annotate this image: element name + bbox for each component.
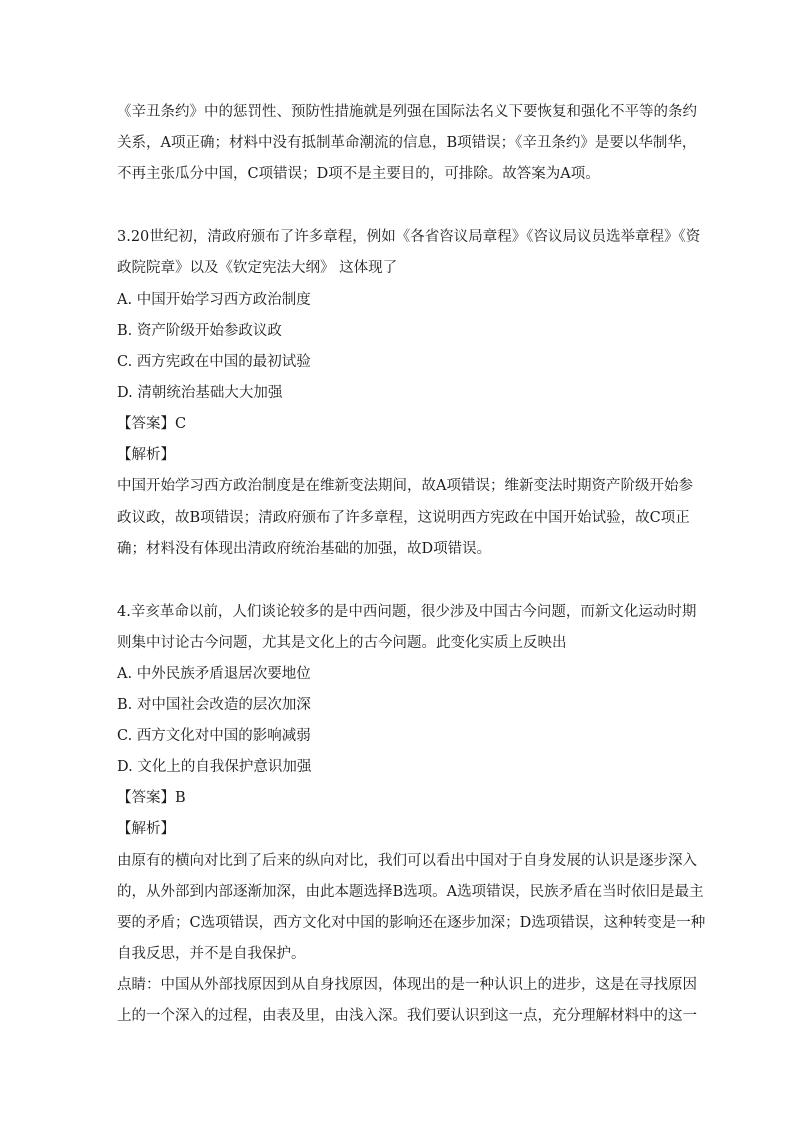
- q3-option-b: B. 资产阶级开始参政议政: [117, 323, 282, 339]
- q4-answer: 【答案】B: [117, 790, 186, 806]
- q3-analysis-line-1: 中国开始学习西方政治制度是在维新变法期间，故A项错误；维新变法时期资产阶级开始参: [117, 478, 693, 494]
- q4-stem-line-1: 4.辛亥革命以前，人们谈论较多的是中西问题，很少涉及中国古今问题，而新文化运动时期: [117, 604, 697, 620]
- q4-stem-line-2: 则集中讨论古今问题，尤其是文化上的古今问题。此变化实质上反映出: [117, 635, 567, 651]
- q4-note-line-2: 上的一个深入的过程，由表及里，由浅入深。我们要认识到这一点，充分理解材料中的这一: [117, 1008, 697, 1024]
- q4-option-a: A. 中外民族矛盾退居次要地位: [117, 666, 311, 682]
- q3-option-c: C. 西方宪政在中国的最初试验: [117, 354, 311, 370]
- q4-analysis-line-1: 由原有的横向对比到了后来的纵向对比，我们可以看出中国对于自身发展的认识是逐步深入: [117, 853, 697, 869]
- q3-stem-line-2: 政院院章》以及《钦定宪法大纲》 这体现了: [117, 260, 398, 276]
- q4-analysis-line-3: 要的矛盾；C选项错误，西方文化对中国的影响还在逐步加深；D选项错误，这种转变是一种: [117, 915, 706, 931]
- q4-analysis-heading: 【解析】: [117, 821, 175, 837]
- q3-option-d: D. 清朝统治基础大大加强: [117, 385, 283, 401]
- q3-stem-line-1: 3.20世纪初，清政府颁布了许多章程，例如《各省咨议局章程》《咨议局议员选举章程》《资: [117, 229, 701, 245]
- q3-analysis-line-3: 确；材料没有体现出清政府统治基础的加强，故D项错误。: [117, 541, 492, 557]
- q3-analysis-line-2: 政议政，故B项错误；清政府颁布了许多章程，这说明西方宪政在中国开始试验，故C项正: [117, 510, 690, 526]
- q4-option-d: D. 文化上的自我保护意识加强: [117, 759, 312, 775]
- q4-option-c: C. 西方文化对中国的影响减弱: [117, 728, 311, 744]
- q2-analysis-line-2: 关系，A项正确；材料中没有抵制革命潮流的信息，B项错误；《辛丑条约》是要以华制华，: [117, 135, 697, 151]
- q2-analysis-line-1: 《辛丑条约》中的惩罚性、预防性措施就是列强在国际法名义下要恢复和强化不平等的条约: [117, 104, 697, 120]
- q3-option-a: A. 中国开始学习西方政治制度: [117, 292, 311, 308]
- q4-option-b: B. 对中国社会改造的层次加深: [117, 697, 311, 713]
- q4-analysis-line-2: 的，从外部到内部逐渐加深，由此本题选择B选项。A选项错误，民族矛盾在当时依旧是最主: [117, 884, 704, 900]
- q3-answer: 【答案】C: [117, 416, 187, 432]
- q2-analysis-line-3: 不再主张瓜分中国，C项错误；D项不是主要目的，可排除。故答案为A项。: [117, 166, 600, 182]
- q4-analysis-line-4: 自我反思，并不是自我保护。: [117, 946, 306, 962]
- q4-note-line-1: 点睛：中国从外部找原因到从自身找原因，体现出的是一种认识上的进步，这是在寻找原因: [117, 977, 697, 993]
- q3-analysis-heading: 【解析】: [117, 447, 175, 463]
